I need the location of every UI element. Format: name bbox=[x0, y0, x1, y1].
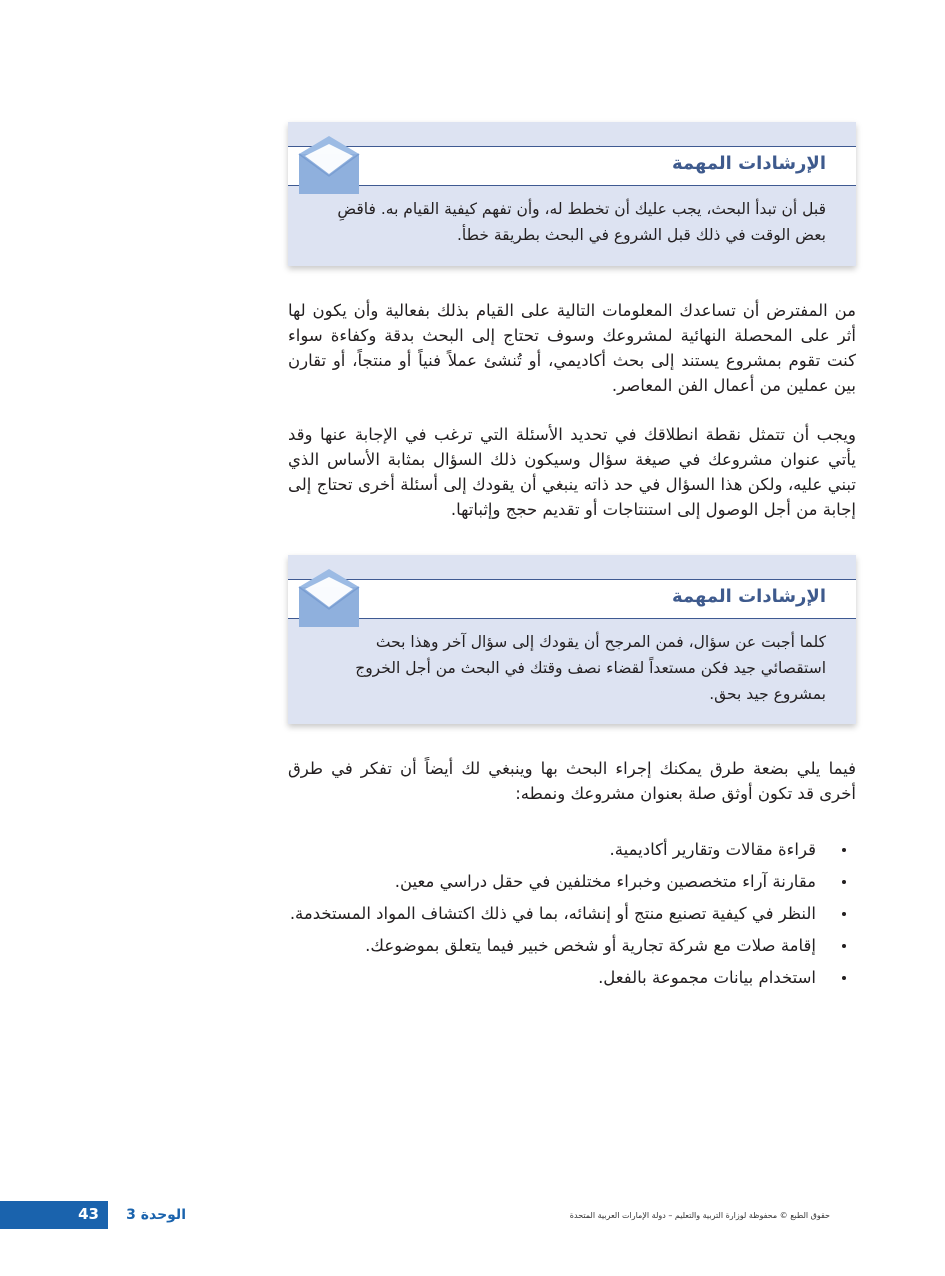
list-item bbox=[288, 900, 848, 932]
bullet-icon bbox=[842, 976, 846, 980]
page-number-tab bbox=[0, 1201, 108, 1229]
list-item-text: استخدام بيانات مجموعة بالفعل. bbox=[598, 968, 816, 987]
bullet-icon bbox=[842, 848, 846, 852]
guidance-text: كلما أجبت عن سؤال، فمن المرجح أن يقودك إلى سؤال آخر وهذا بحث استقصائي جيد فكن مستعداً لقضاء نصف وقتك في البحث من أجل الخروج بمشروع جيد بحق. bbox=[355, 633, 826, 703]
bullet-icon bbox=[842, 880, 846, 884]
research-methods-list bbox=[288, 836, 848, 996]
list-item-text: قراءة مقالات وتقارير أكاديمية. bbox=[609, 840, 816, 859]
list-intro-paragraph: فيما يلي بضعة طرق يمكنك إجراء البحث بها وينبغي لك أيضاً أن تفكر في طرق أخرى قد تكون أوثق صلة بعنوان مشروعك ونمطه: bbox=[288, 759, 856, 803]
list-item bbox=[288, 964, 848, 996]
guidance-title: الإرشادات المهمة bbox=[671, 153, 826, 174]
body-paragraph-2: ويجب أن تتمثل نقطة انطلاقك في تحديد الأسئلة التي ترغب في الإجابة عنها وقد يأتي عنوان مشروعك في صيغة سؤال وسيكون ذلك السؤال بمثابة الأساس الذي تبني عليه، ولكن هذا السؤال في حد ذاته ينبغي أن يقودك إلى أسئلة أخرى تحتاج إلى إجابة من أجل الوصول إلى استنتاجات أو تقديم حجج وإثباتها. bbox=[288, 425, 856, 519]
envelope-icon bbox=[297, 134, 361, 198]
guidance-box-2 bbox=[288, 555, 856, 724]
guidance-text: قبل أن تبدأ البحث، يجب عليك أن تخطط له، وأن تفهم كيفية القيام به. فاقضِ بعض الوقت في ذلك قبل الشروع في البحث بطريقة خطأ. bbox=[337, 200, 826, 244]
guidance-title-bar bbox=[288, 146, 856, 186]
envelope-icon bbox=[297, 567, 361, 631]
list-item bbox=[288, 868, 848, 900]
body-paragraph-1: من المفترض أن تساعدك المعلومات التالية على القيام بذلك بفعالية وأن يكون لها أثر على المحصلة النهائية لمشروعك وسوف تحتاج إلى البحث بدقة وكفاءة سواء كنت تقوم بمشروع يستند إلى بحث أكاديمي، أو تُنشئ عملاً فنياً أو منتجاً، أو تقارن بين عملين من أعمال الفن المعاصر. bbox=[288, 301, 856, 395]
bullet-icon bbox=[842, 912, 846, 916]
list-item bbox=[288, 836, 848, 868]
guidance-box-1 bbox=[288, 122, 856, 266]
list-item-text: مقارنة آراء متخصصين وخبراء مختلفين في حقل دراسي معين. bbox=[394, 872, 816, 891]
copyright-notice: حقوق الطبع © محفوظة لوزارة التربية والتعليم – دولة الإمارات العربية المتحدة bbox=[569, 1211, 830, 1220]
guidance-title-bar bbox=[288, 579, 856, 619]
guidance-title: الإرشادات المهمة bbox=[671, 586, 826, 607]
unit-label: الوحدة 3 bbox=[126, 1207, 186, 1223]
list-item-text: النظر في كيفية تصنيع منتج أو إنشائه، بما في ذلك اكتشاف المواد المستخدمة. bbox=[289, 904, 816, 923]
page-number: 43 bbox=[78, 1205, 99, 1223]
bullet-icon bbox=[842, 944, 846, 948]
list-item bbox=[288, 932, 848, 964]
list-item-text: إقامة صلات مع شركة تجارية أو شخص خبير فيما يتعلق بموضوعك. bbox=[365, 936, 816, 955]
